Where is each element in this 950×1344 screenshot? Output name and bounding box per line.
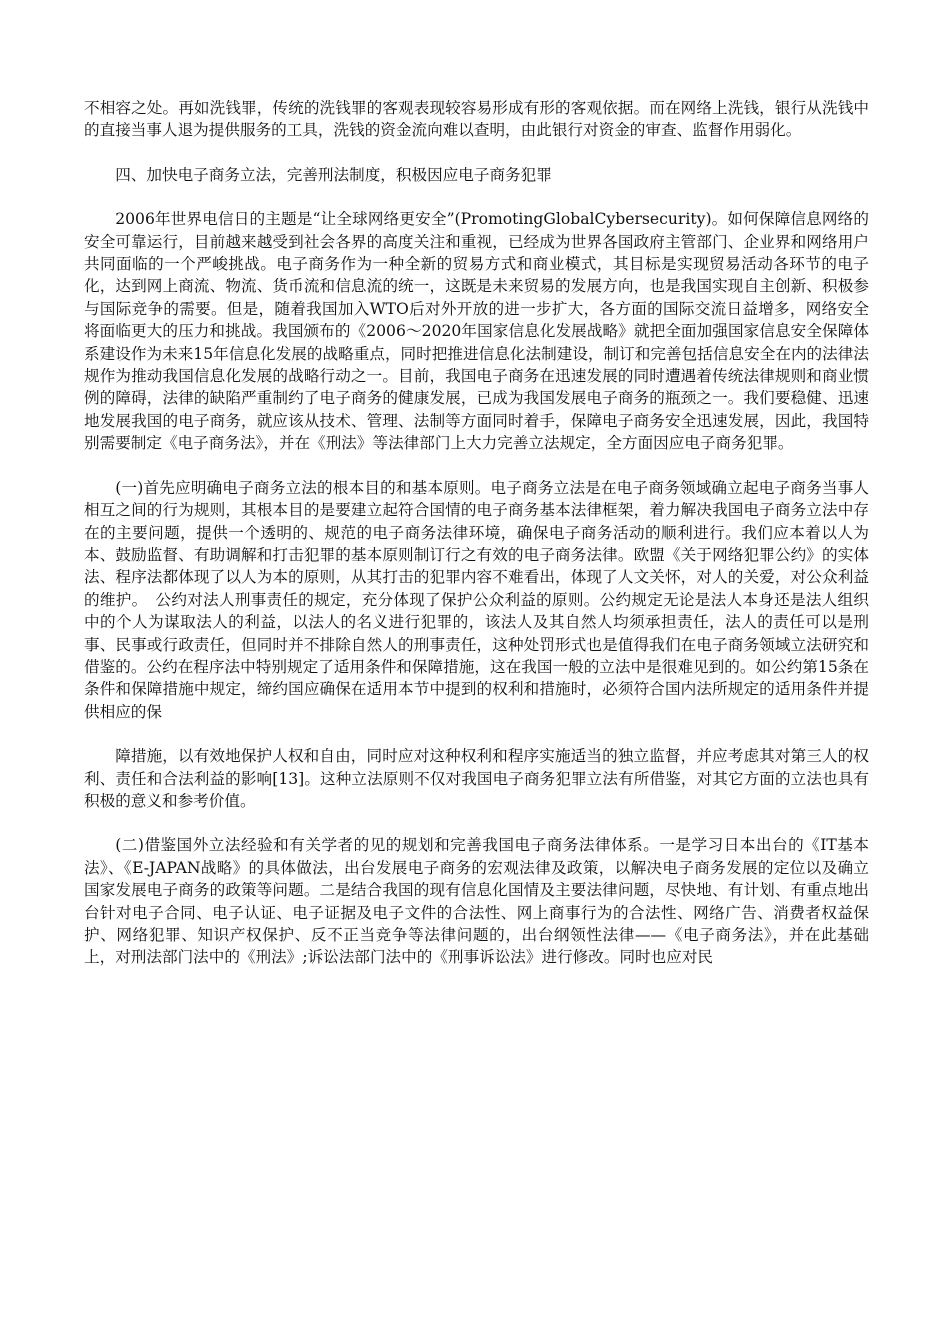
paragraph-continuation: 不相容之处。再如洗钱罪，传统的洗钱罪的客观表现较容易形成有形的客观依据。而在网络上洗钱，银行从洗钱中的直接当事人退为提供服务的工具，洗钱的资金流向难以查明，由此银行对资金的审查、监督作用弱化。: [84, 99, 869, 140]
paragraph-safeguard-measures: 障措施，以有效地保护人权和自由，同时应对这种权利和程序实施适当的独立监督，并应考虑其对第三人的权利、责任和合法利益的影响[13]。这种立法原则不仅对我国电子商务犯罪立法有所借鉴，对其它方面的立法也具有积极的意义和参考价值。: [84, 747, 869, 810]
paragraph-world-telecom-day: 2006年世界电信日的主题是“让全球网络更安全”(PromotingGlobalCybersecurity)。如何保障信息网络的安全可靠运行，目前越来越受到社会各界的高度关注和重视，已经成为世界各国政府主管部门、企业界和网络用户共同面临的一个严峻挑战。电子商务作为一种全新的贸易方式和商业模式，其目标是实现贸易活动各环节的电子化，达到网上商流、物流、货币流和信息流的统一，这既是未来贸易的发展方向，也是我国实现自主创新、积极参与国际竞争的需要。但是，随着我国加入WTO后对外开放的进一步扩大，各方面的国际交流日益增多，网络安全将面临更大的压力和挑战。我国颁布的《2006～2020年国家信息化发展战略》就把全面加强国家信息安全保障体系建设作为未来15年信息化发展的战略重点，同时把推进信息化法制建设，制订和完善包括信息安全在内的法律法规作为推动我国信息化发展的战略行动之一。目前，我国电子商务在迅速发展的同时遭遇着传统法律规则和商业惯例的障碍，法律的缺陷严重制约了电子商务的健康发展，已成为我国发展电子商务的瓶颈之一。我们要稳健、迅速地发展我国的电子商务，就应该从技术、管理、法制等方面同时着手，保障电子商务安全迅速发展，因此，我国特别需要制定《电子商务法》，并在《刑法》等法律部门上大力完善立法规定，全方面因应电子商务犯罪。: [84, 210, 869, 453]
paragraph-legal-system: (二)借鉴国外立法经验和有关学者的见的规划和完善我国电子商务法律体系。一是学习日本出台的《IT基本法》、《E-JAPAN战略》的具体做法，出台发展电子商务的宏观法律及政策，以解决电子商务发展的定位以及确立国家发展电子商务的政策等问题。二是结合我国的现有信息化国情及主要法律问题，尽快地、有计划、有重点地出台针对电子合同、电子认证、电子证据及电子文件的合法性、网上商事行为的合法性、网络广告、消费者权益保护、网络犯罪、知识产权保护、反不正当竞争等法律问题的，出台纲领性法律——《电子商务法》，并在此基础上，对刑法部门法中的《刑法》;诉讼法部门法中的《刑事诉讼法》进行修改。同时也应对民: [84, 836, 869, 967]
section-heading-4: 四、加快电子商务立法，完善刑法制度，积极因应电子商务犯罪: [115, 165, 552, 184]
paragraph-legislation-principles: (一)首先应明确电子商务立法的根本目的和基本原则。电子商务立法是在电子商务领域确立起电子商务当事人相互之间的行为规则，其根本目的是要建立起符合国情的电子商务基本法律框架，着力解决我国电子商务立法中存在的主要问题，提供一个透明的、规范的电子商务法律环境，确保电子商务活动的顺利进行。我们应本着以人为本、鼓励监督、有助调解和打击犯罪的基本原则制订行之有效的电子商务法律。欧盟《关于网络犯罪公约》的实体法、程序法都体现了以人为本的原则，从其打击的犯罪内容不难看出，体现了人文关怀，对人的关爱，对公众利益的维护。 公约对法人刑事责任的规定，充分体现了保护公众利益的原则。公约规定无论是法人本身还是法人组织中的个人为谋取法人的利益，以法人的名义进行犯罪的，该法人及其自然人均须承担责任，法人的责任可以是刑事、民事或行政责任，但同时并不排除自然人的刑事责任，这种处罚形式也是值得我们在电子商务领域立法研究和借鉴的。公约在程序法中特别规定了适用条件和保障措施，这在我国一般的立法中是很难见到的。如公约第15条在条件和保障措施中规定，缔约国应确保在适用本节中提到的权利和措施时，必须符合国内法所规定的适用条件并提供相应的保: [84, 478, 869, 721]
document-body: [84, 97, 869, 991]
